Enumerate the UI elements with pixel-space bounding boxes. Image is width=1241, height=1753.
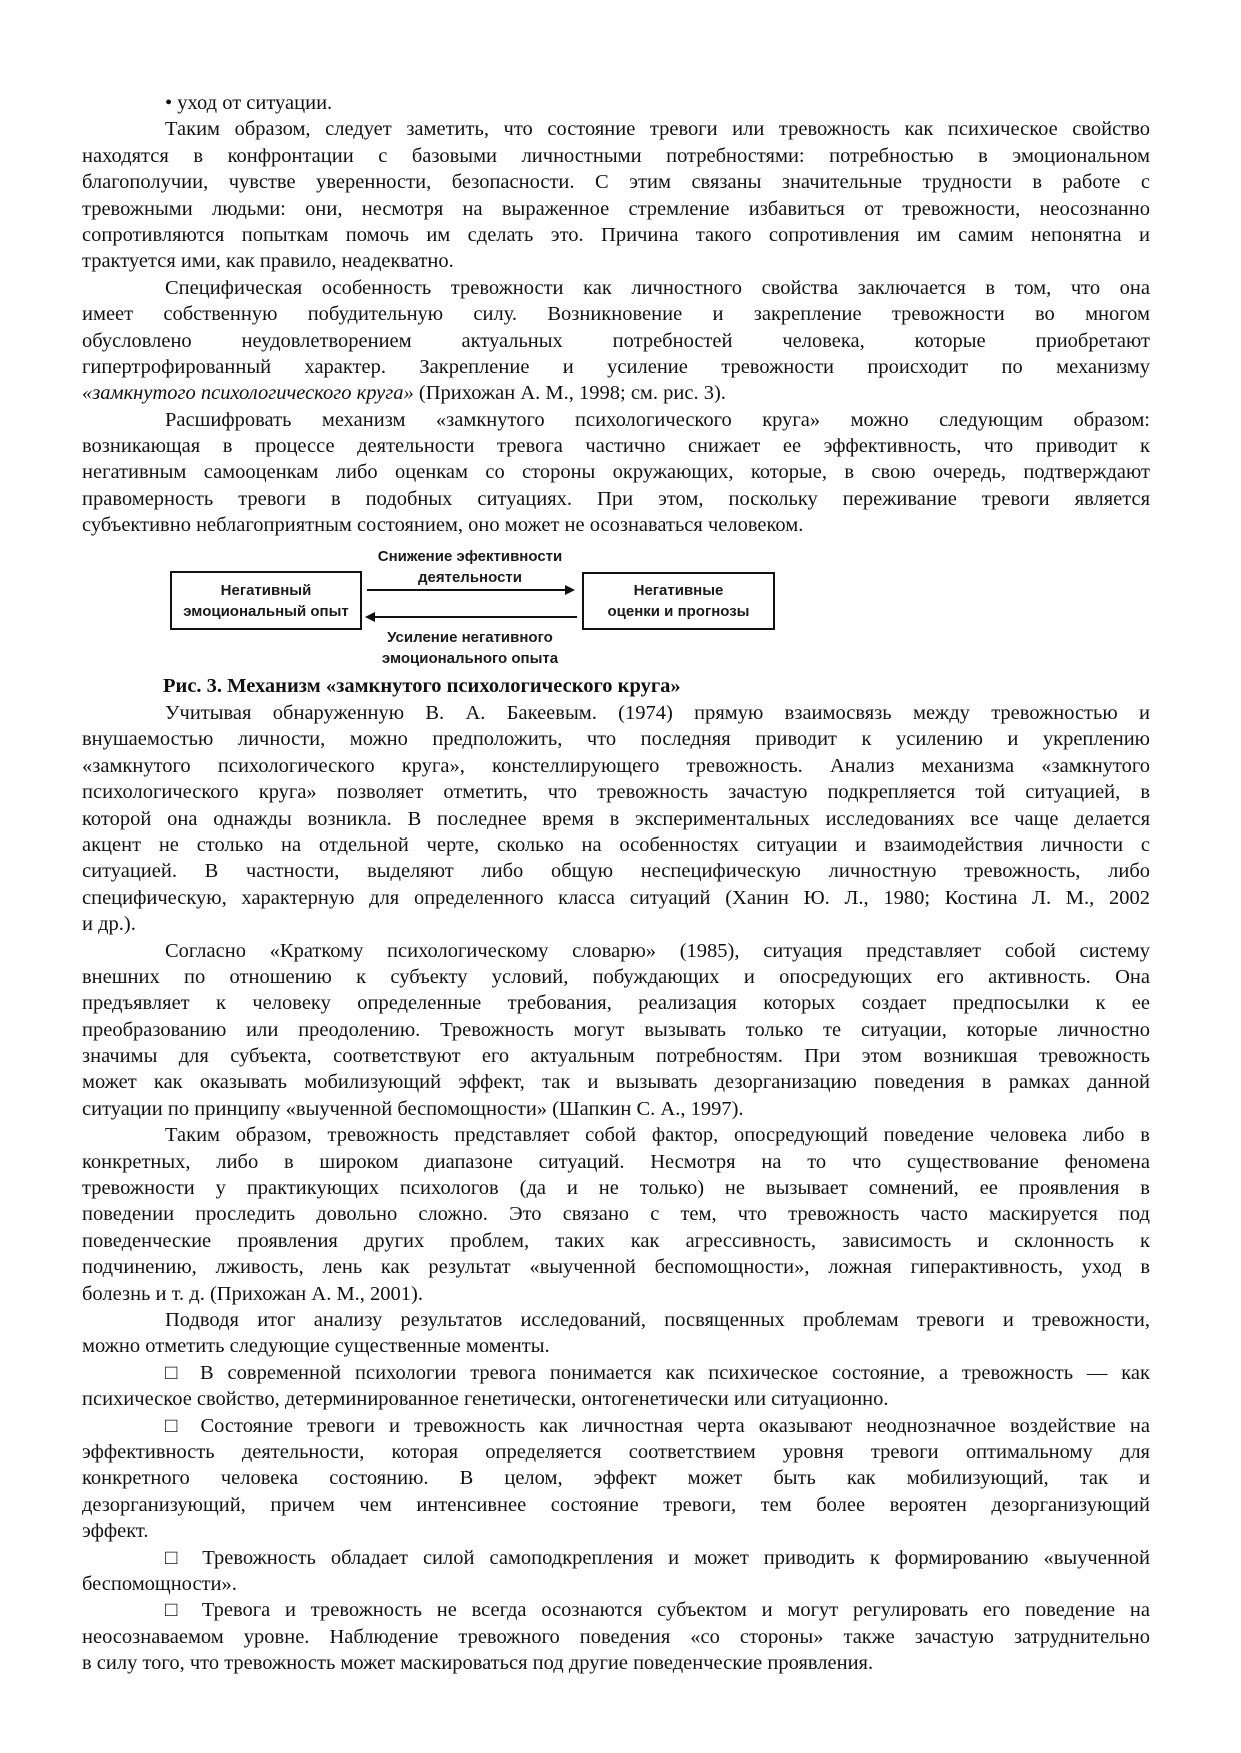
text-line: тревожными людьми: они, несмотря на выраженное стремление избавиться от тревожности, неосознанно [82, 197, 1150, 220]
text-line: обусловлено неудовлетворением актуальных потребностей человека, которые приобретают [82, 329, 1150, 352]
paragraph [82, 1597, 1150, 1676]
text-line: поведении проследить довольно сложно. Это связано с тем, что тревожность часто маскируется под [82, 1203, 1150, 1226]
paragraph [82, 700, 1150, 938]
paragraph [82, 1545, 1150, 1598]
text-line: внушаемостью личности, можно предположить, что последняя приводит к усилению и укреплению [82, 728, 1150, 751]
text-line: Согласно «Краткому психологическому словарю» (1985), ситуация представляет собой систему [165, 939, 1150, 962]
paragraph [82, 275, 1150, 407]
text-line: гипертрофированный характер. Закрепление и усиление тревожности происходит по механизму [82, 355, 1150, 378]
text-line: которой она однажды возникла. В последнее время в экспериментальных исследованиях все чаще делается [82, 807, 1150, 830]
paragraph [82, 407, 1150, 539]
text-line: поведенческие проявления других проблем, таких как агрессивность, зависимость и склонность к [82, 1229, 1150, 1252]
text-line: конкретного человека состоянию. В целом, эффект может быть как мобилизующий, так и [82, 1467, 1150, 1490]
text-line: психологического круга» позволяет отметить, что тревожность зачастую подкрепляется той ситуацией, в [82, 781, 1150, 804]
text-section-top [82, 90, 1150, 539]
text-line: находятся в конфронтации с базовыми личностными потребностями: потребностью в эмоциональном [82, 144, 1150, 167]
text-line: правомерность тревоги в подобных ситуациях. При этом, поскольку переживание тревоги является [82, 487, 1150, 510]
box-text: Негативные [633, 582, 724, 599]
text-line: Учитывая обнаруженную В. А. Бакеевым. (1974) прямую взаимосвязь между тревожностью и [165, 702, 1150, 724]
text-line: • уход от ситуации. [165, 92, 333, 114]
text-line: сопротивляются попыткам помочь им сделать это. Причина такого сопротивления им самим непонятна и [82, 223, 1150, 246]
text-line: возникающая в процессе деятельности тревога частично снижает ее эффективность, что приводит к [82, 435, 1150, 458]
negative-assessments-box [582, 572, 775, 630]
text-line: значимы для субъекта, соответствуют его актуальным потребностям. При этом возникшая тревожность [82, 1045, 1150, 1068]
text-line: болезнь и т. д. (Прихожан А. М., 2001). [82, 1282, 424, 1305]
text-line: Подводя итог анализу результатов исследований, посвященных проблемам тревоги и тревожности, [165, 1308, 1150, 1331]
text-line: преобразованию или преодолению. Тревожность могут вызывать только те ситуации, которые личностно [82, 1018, 1150, 1041]
text-line: субъективно неблагоприятным состоянием, оно может не осознаваться человеком. [82, 514, 804, 537]
text-line: ситуацией. В частности, выделяют либо общую неспецифическую личностную тревожность, либо [82, 860, 1150, 883]
figure-caption: Рис. 3. Механизм «замкнутого психологического круга» [163, 675, 681, 697]
text-line: дезорганизующий, причем чем интенсивнее состояние тревоги, тем более вероятен дезорганизующий [82, 1493, 1150, 1516]
text-line: Таким образом, тревожность представляет собой фактор, опосредующий поведение человека либо в [165, 1124, 1150, 1147]
paragraph [82, 1413, 1150, 1545]
text-line: имеет собственную побудительную силу. Возникновение и закрепление тревожности во многом [82, 303, 1150, 326]
text-line: □ Тревожность обладает силой самоподкрепления и может приводить к формированию «выученной [165, 1546, 1150, 1569]
text-line: □ Тревога и тревожность не всегда осознаются субъектом и могут регулировать его поведение на [165, 1599, 1150, 1622]
text-line: негативным самооценкам либо оценкам со стороны окружающих, которые, в свою очередь, подтверждают [82, 461, 1150, 484]
text-line: в силу того, что тревожность может маскироваться под другие поведенческие проявления. [82, 1652, 874, 1675]
paragraph [82, 1360, 1150, 1413]
text-line: конкретных, либо в широком диапазоне ситуаций. Несмотря на то что существование феномена [82, 1150, 1150, 1173]
paragraph [82, 1122, 1150, 1307]
text-line: можно отметить следующие существенные моменты. [82, 1335, 550, 1358]
box-text: Негативный [220, 581, 312, 599]
arrow-left-icon [367, 616, 577, 618]
text-line: беспомощности». [82, 1572, 237, 1595]
text-line: □ Состояние тревоги и тревожность как личностная черта оказывают неоднозначное воздействие на [165, 1414, 1150, 1437]
text-section-bottom [82, 700, 1150, 1676]
text-line: неосознаваемом уровне. Наблюдение тревожного поведения «со стороны» также зачастую затруднительно [82, 1625, 1150, 1648]
text-line: эффективность деятельности, которая определяется соответствием уровня тревоги оптимальному для [82, 1440, 1150, 1463]
box-text: оценки и прогнозы [607, 603, 750, 620]
text-line: □ В современной психологии тревога понимается как психическое состояние, а тревожность — как [165, 1361, 1150, 1384]
paragraph [82, 90, 1150, 116]
text-line: ситуации по принципу «выученной беспомощности» (Шапкин С. А., 1997). [82, 1097, 744, 1120]
text-line: акцент не столько на отдельной черте, сколько на особенностях ситуации и взаимодействия личности с [82, 833, 1150, 856]
text-line: Специфическая особенность тревожности как личностного свойства заключается в том, что она [165, 276, 1150, 299]
text-line: благополучии, чувстве уверенности, безопасности. С этим связаны значительные трудности в работе с [82, 171, 1150, 194]
italic-term: «замкнутого психологического круга» [82, 382, 414, 405]
text-line: специфическую, характерную для определенного класса ситуаций (Ханин Ю. Л., 1980; Костина Л. М., 2002 [82, 886, 1150, 909]
text-line: внешних по отношению к субъекту условий, побуждающих и опосредующих его активность. Она [82, 965, 1150, 988]
text-line: и др.). [82, 913, 136, 936]
bottom-label-line: Усиление негативного [387, 629, 553, 646]
text-line: тревожности у практикующих психологов (да и не только) не вызывает сомнений, ее проявления в [82, 1177, 1150, 1200]
text-line [82, 380, 1150, 406]
negative-experience-box [170, 571, 362, 630]
top-arrow-label [350, 546, 590, 588]
box-text: эмоциональный опыт [183, 602, 349, 620]
bottom-arrow-label [350, 627, 590, 669]
text-line: может как оказывать мобилизующий эффект, так и вызывать дезорганизацию поведения в рамках данной [82, 1071, 1150, 1094]
text-line: Таким образом, следует заметить, что состояние тревоги или тревожность как психическое свойство [165, 118, 1150, 141]
text-line: Расшифровать механизм «замкнутого психологического круга» можно следующим образом: [165, 408, 1150, 431]
bottom-label-line: эмоционального опыта [381, 650, 559, 667]
line-rest: (Прихожан А. М., 1998; см. рис. 3). [413, 382, 726, 405]
text-line: эффект. [82, 1520, 149, 1543]
arrow-right-icon [367, 589, 573, 591]
text-line: «замкнутого психологического круга», констеллирующего тревожность. Анализ механизма «замкнутого [82, 754, 1150, 777]
paragraph [82, 938, 1150, 1123]
text-line: подчинению, лживость, лень как результат «выученной беспомощности», ложная гиперактивность, уход в [82, 1256, 1150, 1279]
top-label-line: Снижение эфективности [377, 548, 563, 565]
paragraph [82, 1307, 1150, 1360]
text-line: трактуется ими, как правило, неадекватно. [82, 250, 454, 273]
paragraph [82, 116, 1150, 274]
text-line: предъявляет к человеку определенные требования, реализация которых создает предпосылки к ее [82, 992, 1150, 1015]
top-label-line: деятельности [418, 569, 522, 586]
text-line: психическое свойство, детерминированное генетически, онтогенетически или ситуационно. [82, 1388, 889, 1411]
